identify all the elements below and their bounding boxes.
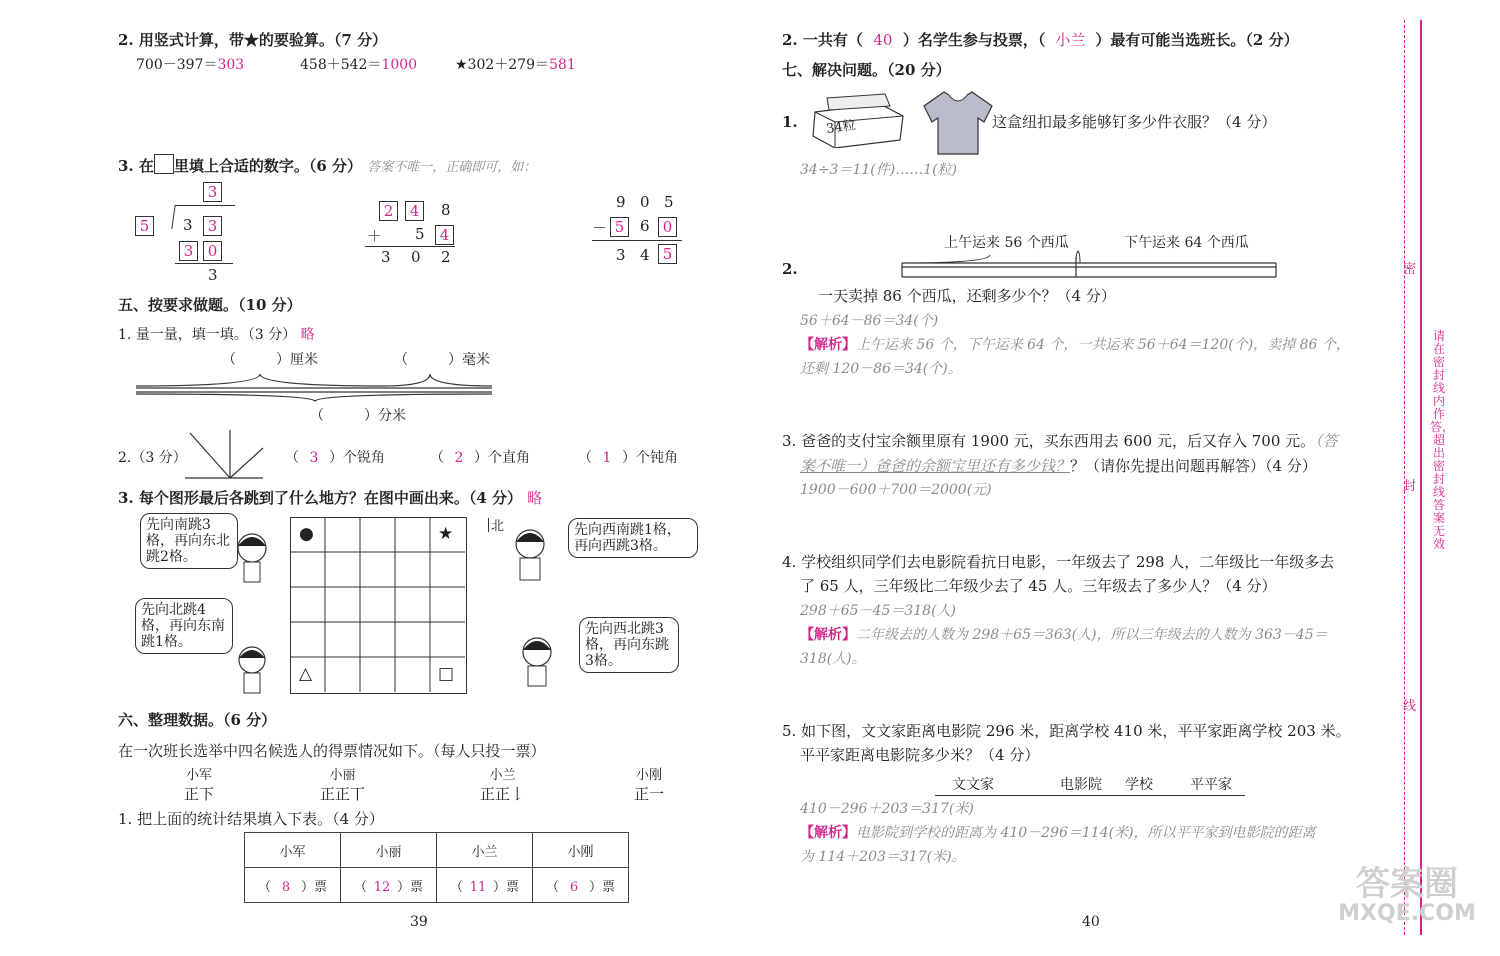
- child-figure-icon: [508, 522, 552, 584]
- long-division: 3 5 3 3 3 0 3: [135, 182, 235, 287]
- p2-question: 一天卖掉 86 个西瓜，还剩多少个？（4 分）: [818, 287, 1116, 305]
- vote-summary: 2. 一共有（ 40 ）名学生参与投票，（ 小兰 ）最有可能当选班长。（2 分）: [782, 31, 1299, 49]
- p1-question: 这盒纽扣最多能够钉多少件衣服？（4 分）: [992, 113, 1277, 131]
- angle-figure: [185, 428, 265, 480]
- q3-title: 3. 在 里填上合适的数字。（6 分） 答案不唯一，正确即可，如：: [118, 154, 536, 176]
- seal-line: [1420, 20, 1422, 935]
- watermelon-diagram: [898, 247, 1280, 281]
- location-label: 文文家: [952, 777, 994, 793]
- triangle-symbol: △: [299, 664, 313, 684]
- acute-count: （ 3 ）个锐角: [285, 450, 385, 466]
- child-figure-icon: [232, 528, 274, 590]
- p5-question-2: 平平家距离电影院多少米？（4 分）: [800, 746, 1040, 764]
- seal-notice: 请在密封线内作答，超出密封线答案无效: [1430, 329, 1455, 551]
- child-figure-icon: [232, 640, 274, 698]
- p1-answer: 34÷3＝11(件)……1(粒): [800, 162, 958, 178]
- afternoon-label: 下午运来 64 个西瓜: [1124, 235, 1249, 251]
- ruler-label-right: （ ）毫米: [394, 352, 490, 368]
- calc-item: 700－397＝303: [136, 57, 245, 73]
- button-box-icon: [805, 92, 907, 148]
- p4-question: 4. 学校组织同学们去电影院看抗日电影，一年级去了 298 人，二年级比一年级多去: [782, 553, 1335, 571]
- speech-bubble: 先向北跳4格，再向东南跳1格。: [135, 598, 233, 654]
- north-arrow: 北: [488, 515, 504, 534]
- sec5-q2: 2.（3 分）: [118, 450, 187, 466]
- seal-mark: 线: [1403, 699, 1417, 714]
- obtuse-count: （ 1 ）个钝角: [578, 450, 678, 466]
- p2-answer: 56＋64－86＝34(个): [800, 313, 939, 329]
- p3-question-2: 案不唯一）爸爸的余额宝里还有多少钱？？（请你先提出问题再解答）（4 分）: [800, 457, 1317, 475]
- ruler-segments: [130, 370, 500, 402]
- location-label: 电影院: [1060, 777, 1102, 793]
- speech-bubble: 先向南跳3格，再向东北跳2格。: [140, 513, 238, 569]
- sec5-q1: 1. 量一量，填一填。（3 分） 略: [118, 327, 315, 343]
- section6-title: 六、整理数据。（6 分）: [118, 711, 277, 729]
- seal-mark: 封: [1403, 479, 1417, 494]
- child-figure-icon: [515, 632, 559, 692]
- candidate: 小丽 正正丅: [320, 768, 366, 803]
- speech-bubble: 先向西北跳3格，再向东跳 3格。: [579, 617, 679, 673]
- calc-item: 458＋542＝1000: [300, 57, 418, 73]
- distance-line: [935, 795, 1245, 796]
- calc-item: ★302＋279＝581: [455, 57, 576, 73]
- box-label: 34粒: [825, 117, 857, 137]
- p2-explanation: 【解析】上午运来 56 个，下午运来 64 个，一共运来 56＋64＝120(个)，卖掉 86 个，: [800, 337, 1350, 353]
- p4-explanation-2: 318(人)。: [800, 651, 866, 667]
- page-number: 40: [1082, 914, 1100, 930]
- p5-explanation: 【解析】电影院到学校的距离为 410－296＝114(米)，所以平平家到电影院的距离: [800, 825, 1316, 841]
- p5-answer: 410－296＋203＝317(米): [800, 801, 974, 817]
- q2-title: 2. 用竖式计算，带★的要验算。（7 分）: [118, 31, 388, 49]
- location-label: 学校: [1125, 777, 1153, 793]
- location-label: 平平家: [1190, 777, 1232, 793]
- p3-answer: 1900－600＋700＝2000(元): [800, 482, 992, 498]
- p4-question-2: 了 65 人，三年级比二年级少去了 45 人。三年级去了多少人？（4 分）: [800, 577, 1277, 595]
- p4-explanation: 【解析】二年级去的人数为 298＋65＝363(人)，所以三年级去的人数为 363－45＝: [800, 627, 1328, 643]
- shirt-icon: [922, 88, 994, 158]
- p5-question: 5. 如下图，文文家距离电影院 296 米，距离学校 410 米，平平家距离学校 203 米。: [782, 722, 1351, 740]
- right-count: （ 2 ）个直角: [430, 450, 530, 466]
- ruler-label-bottom: （ ）分米: [310, 408, 406, 424]
- dot-symbol: ●: [299, 524, 314, 544]
- star-symbol: ★: [438, 524, 454, 544]
- watermark: 答案圈 MXQE.COM: [1338, 864, 1476, 926]
- sec5-q3: 3. 每个图形最后各跳到了什么地方？在图中画出来。（4 分） 略: [118, 489, 543, 507]
- ruler-label-left: （ ）厘米: [222, 352, 318, 368]
- speech-bubble: 先向西南跳1格，再向西跳3格。: [568, 518, 698, 558]
- section5-title: 五、按要求做题。（10 分）: [118, 296, 302, 314]
- vertical-subtraction: 9 0 5 － 5 6 0 3 4 5: [592, 192, 682, 267]
- seal-mark: 密: [1403, 262, 1417, 277]
- p2-explanation-2: 还剩 120－86＝34(个)。: [800, 361, 962, 377]
- page-number: 39: [410, 914, 428, 930]
- candidate: 小军 正下: [184, 768, 215, 803]
- sec6-q1: 1. 把上面的统计结果填入下表。（4 分）: [118, 810, 384, 828]
- section7-title: 七、解决问题。（20 分）: [782, 61, 951, 79]
- p3-question: 3. 爸爸的支付宝余额里原有 1900 元，买东西用去 600 元，后又存入 700 元。（答: [782, 432, 1338, 450]
- p5-explanation-2: 为 114＋203＝317(米)。: [800, 849, 966, 865]
- vertical-addition: 2 4 8 ＋ 5 4 3 0 2: [365, 198, 455, 268]
- candidate: 小兰 正正𠄌: [480, 768, 526, 803]
- candidate: 小刚 正一: [634, 768, 665, 803]
- problem-number: 2.: [782, 260, 798, 278]
- morning-label: 上午运来 56 个西瓜: [944, 235, 1069, 251]
- vote-table: 小军 小丽 小兰 小刚 （ 8 ）票 （ 12 ）票 （ 11 ）票 （ 6 ）票: [244, 832, 629, 903]
- problem-number: 1.: [782, 113, 798, 131]
- p4-answer: 298＋65－45＝318(人): [800, 603, 956, 619]
- sec6-intro: 在一次班长选举中四名候选人的得票情况如下。（每人只投一票）: [118, 742, 546, 760]
- square-symbol: □: [438, 664, 455, 684]
